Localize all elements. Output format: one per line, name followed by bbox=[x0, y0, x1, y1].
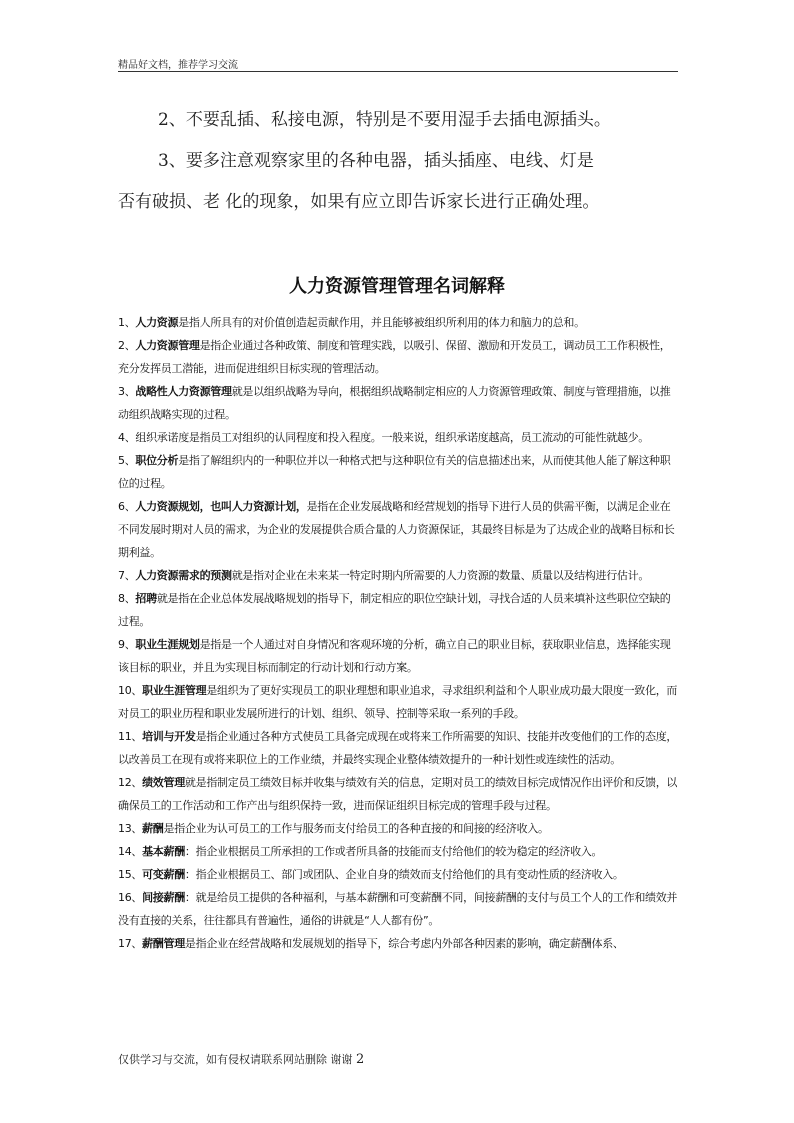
definition-body: 是指企业通过各种方式使员工具备完成现在或将来工作所需要的知识、技能并改变他们的工作的态度，以改善员工在现有或将来职位上的工作业绩，并最终实现企业整体绩效提升的一种计划性或连续性的活动。 bbox=[118, 730, 678, 766]
definition-item bbox=[118, 426, 680, 449]
definition-body: ：指企业根据员工、部门或团队、企业自身的绩效而支付给他们的具有变动性质的经济收入。 bbox=[184, 868, 624, 881]
definition-item bbox=[118, 334, 680, 380]
definition-item bbox=[118, 679, 680, 725]
footer-text: 仅供学习与交流，如有侵权请联系网站删除 谢谢 bbox=[118, 1053, 353, 1066]
definition-number: 16、 bbox=[118, 891, 143, 904]
definition-item bbox=[118, 380, 680, 426]
definition-term: 间接薪酬 bbox=[142, 891, 185, 904]
definition-body: ：指企业根据员工所承担的工作或者所具备的技能而支付给他们的较为稳定的经济收入。 bbox=[184, 845, 603, 858]
definition-item bbox=[118, 725, 680, 771]
definition-number: 11、 bbox=[118, 730, 143, 743]
definition-number: 10、 bbox=[118, 684, 143, 697]
definition-body: 是指企业在经营战略和发展规划的指导下，综合考虑内外部各种因素的影响，确定薪酬体系、 bbox=[184, 937, 624, 950]
definition-term: 基本薪酬 bbox=[142, 845, 185, 858]
page-footer bbox=[118, 1051, 364, 1067]
definition-item bbox=[118, 587, 680, 633]
intro-line-3: 否有破损、老 化的现象，如果有应立即告诉家长进行正确处理。 bbox=[118, 192, 600, 212]
definition-number: 14、 bbox=[118, 845, 143, 858]
definition-term: 职业生涯管理 bbox=[142, 684, 207, 697]
definition-item bbox=[118, 311, 680, 334]
definition-body: 是组织为了更好实现员工的职业理想和职业追求，寻求组织利益和个人职业成功最大限度一致化，而对员工的职业历程和职业发展所进行的计划、组织、领导、控制等采取一系列的手段。 bbox=[118, 684, 678, 720]
definition-term: 人力资源管理 bbox=[135, 339, 200, 352]
definition-body: ：就是给员工提供的各种福利，与基本薪酬和可变薪酬不同，间接薪酬的支付与员工个人的工作和绩效并没有直接的关系，往往都具有普遍性，通俗的讲就是“人人都有份”。 bbox=[118, 891, 678, 927]
definition-term: 战略性人力资源管理 bbox=[135, 385, 232, 398]
definition-term: 绩效管理 bbox=[142, 776, 185, 789]
definition-body: 就是指在企业总体发展战略规划的指导下，制定相应的职位空缺计划，寻找合适的人员来填补这些职位空缺的过程。 bbox=[118, 592, 671, 628]
intro-line-2: 3、要多注意观察家里的各种电器，插头插座、电线、灯是 bbox=[158, 151, 594, 171]
definition-number: 9、 bbox=[118, 638, 136, 651]
definition-body: 是指了解组织内的一种职位并以一种格式把与这种职位有关的信息描述出来，从而使其他人能了解这种职位的过程。 bbox=[118, 454, 671, 490]
definitions-list bbox=[118, 311, 680, 955]
definition-item bbox=[118, 449, 680, 495]
definition-number: 13、 bbox=[118, 822, 143, 835]
definition-number: 17、 bbox=[118, 937, 143, 950]
definition-number: 5、 bbox=[118, 454, 136, 467]
definition-number: 8、 bbox=[118, 592, 136, 605]
definition-number: 3、 bbox=[118, 385, 136, 398]
definition-number: 4、 bbox=[118, 431, 136, 444]
definition-term: 招聘 bbox=[135, 592, 157, 605]
definition-term: 人力资源 bbox=[135, 316, 179, 329]
definition-number: 12、 bbox=[118, 776, 143, 789]
definition-item bbox=[118, 633, 680, 679]
definition-number: 7、 bbox=[118, 569, 136, 582]
definition-term: 薪酬 bbox=[142, 822, 164, 835]
definition-body: 组织承诺度是指员工对组织的认同程度和投入程度。一般来说，组织承诺度越高，员工流动的可能性就越少。 bbox=[135, 431, 650, 444]
definition-item bbox=[118, 840, 680, 863]
definition-number: 1、 bbox=[118, 316, 136, 329]
definition-term: 人力资源规划，也叫人力资源计划， bbox=[135, 500, 307, 513]
definition-item bbox=[118, 863, 680, 886]
definition-number: 15、 bbox=[118, 868, 143, 881]
definition-body: 是指在企业发展战略和经营规划的指导下进行人员的供需平衡，以满足企业在不同发展时期对人员的需求，为企业的发展提供合质合量的人力资源保证，其最终目标是为了达成企业的战略目标和长期利益。 bbox=[118, 500, 675, 559]
definition-term: 职业生涯规划 bbox=[135, 638, 200, 651]
definition-body: 是指企业通过各种政策、制度和管理实践，以吸引、保留、激励和开发员工，调动员工工作积极性，充分发挥员工潜能，进而促进组织目标实现的管理活动。 bbox=[118, 339, 671, 375]
definition-item bbox=[118, 495, 680, 564]
definition-term: 可变薪酬 bbox=[142, 868, 185, 881]
definition-term: 培训与开发 bbox=[142, 730, 196, 743]
page-header: 精品好文档，推荐学习交流 bbox=[118, 60, 238, 71]
header-divider bbox=[118, 71, 678, 72]
definition-body: 就是指制定员工绩效目标并收集与绩效有关的信息，定期对员工的绩效目标完成情况作出评价和反馈，以确保员工的工作活动和工作产出与组织保持一致，进而保证组织目标完成的管理手段与过程。 bbox=[118, 776, 678, 812]
definition-item bbox=[118, 817, 680, 840]
section-title: 人力资源管理管理名词解释 bbox=[289, 276, 505, 297]
definition-item bbox=[118, 932, 680, 955]
definition-number: 6、 bbox=[118, 500, 136, 513]
definition-body: 是指是一个人通过对自身情况和客观环境的分析，确立自己的职业目标，获取职业信息，选择能实现该目标的职业，并且为实现目标而制定的行动计划和行动方案。 bbox=[118, 638, 671, 674]
definition-term: 人力资源需求的预测 bbox=[135, 569, 232, 582]
definition-body: 是指企业为认可员工的工作与服务而支付给员工的各种直接的和间接的经济收入。 bbox=[163, 822, 549, 835]
definition-item bbox=[118, 886, 680, 932]
definition-body: 就是指对企业在未来某一特定时期内所需要的人力资源的数量、质量以及结构进行估计。 bbox=[231, 569, 650, 582]
page-number: 2 bbox=[356, 1052, 365, 1067]
definition-item bbox=[118, 771, 680, 817]
definition-number: 2、 bbox=[118, 339, 136, 352]
intro-line-1: 2、不要乱插、私接电源，特别是不要用湿手去插电源插头。 bbox=[158, 110, 611, 130]
definition-term: 薪酬管理 bbox=[142, 937, 185, 950]
definition-body: 是指人所具有的对价值创造起贡献作用，并且能够被组织所利用的体力和脑力的总和。 bbox=[178, 316, 585, 329]
definition-term: 职位分析 bbox=[135, 454, 179, 467]
definition-item bbox=[118, 564, 680, 587]
definition-body: 就是以组织战略为导向，根据组织战略制定相应的人力资源管理政策、制度与管理措施，以推动组织战略实现的过程。 bbox=[118, 385, 671, 421]
